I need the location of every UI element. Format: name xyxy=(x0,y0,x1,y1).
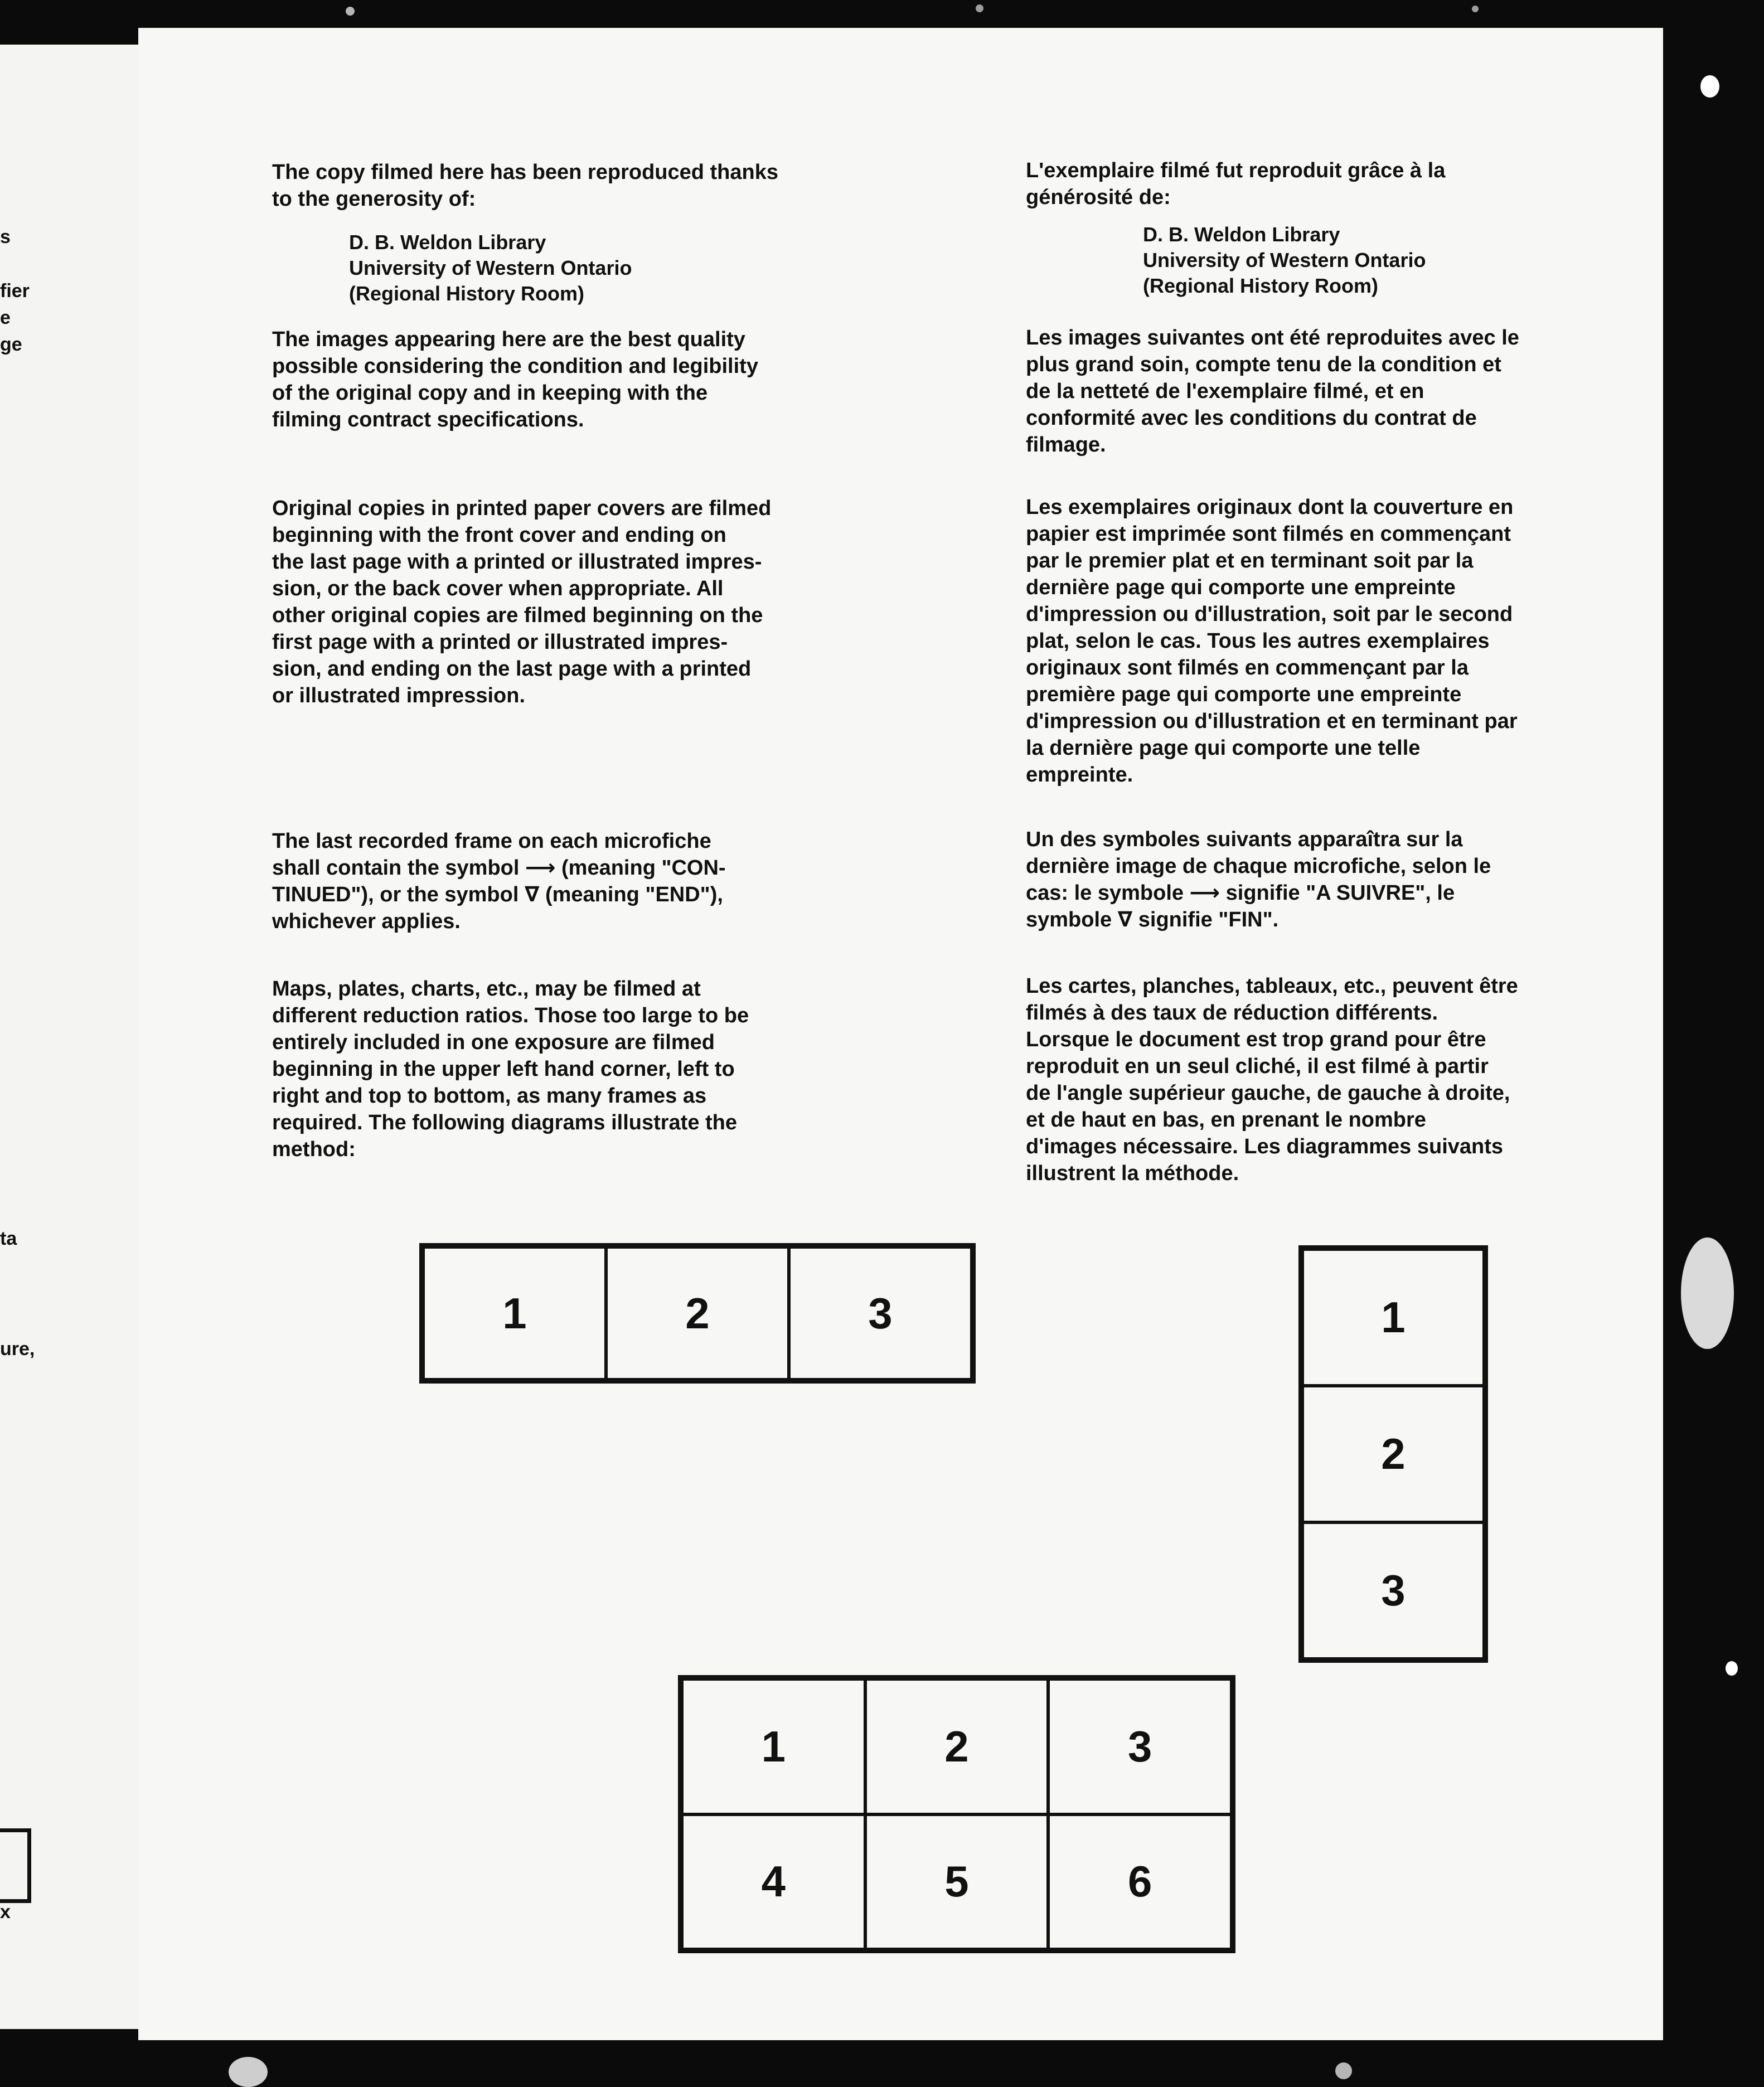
previous-page-edge xyxy=(0,45,139,2029)
diagram-grid-2x3 xyxy=(678,1675,1235,1953)
diagram-cell: 3 xyxy=(1302,1522,1484,1659)
en-intro: The copy filmed here has been reproduced thanks to the generosity of: xyxy=(272,161,779,211)
fr-covers: Les exemplaires originaux dont la couverture en papier est imprimée sont filmés en commençant par le premier plat et en terminant soit par la dernière page qui comporte une empreinte d'impression ou d'illustration, soit par le second plat, selon le cas. Tous les autres exemplaires originaux sont filmés en commençant par la première page qui comporte une empreinte d'impression ou d'illustration et en terminant par la dernière page qui comporte une telle empreinte. xyxy=(1026,496,1518,787)
en-quality-block xyxy=(272,326,913,433)
diagram-cell: 1 xyxy=(682,1679,865,1814)
fr-quality-block xyxy=(1026,324,1656,458)
film-speck xyxy=(976,4,983,12)
film-speck xyxy=(229,2057,268,2087)
prev-fragment: ure, xyxy=(0,1338,35,1360)
diagram-cell: 2 xyxy=(606,1247,789,1380)
diagram-cell: 1 xyxy=(423,1247,606,1380)
film-speck xyxy=(1472,6,1479,12)
en-maps-block xyxy=(272,975,913,1163)
fr-quality: Les images suivantes ont été reproduites avec le plus grand soin, compte tenu de la condition et de la netteté de l'exemplaire filmé, et en conformité avec les conditions du contrat de filmage. xyxy=(1026,326,1519,457)
film-speck xyxy=(346,7,355,16)
fr-symbol: Un des symboles suivants apparaîtra sur la dernière image de chaque microfiche, selon le cas: le symbole ⟶ signifie "A SUIVRE", le symbole ∇ signifie "FIN". xyxy=(1026,828,1491,931)
fr-maps: Les cartes, planches, tableaux, etc., peuvent être filmés à des taux de réduction différents. Lorsque le document est trop grand pour être reproduit en un seul cliché, il est filmé à partir de l'angle supérieur gauche, de gauche à droite, et de haut en bas, en prenant le nombre d'images nécessaire. Les diagrammes suivants illustrent la méthode. xyxy=(1026,974,1518,1185)
en-library: D. B. Weldon Library University of Western Ontario (Regional History Room) xyxy=(349,231,632,305)
en-covers-block xyxy=(272,495,913,709)
prev-frame-box xyxy=(0,1828,31,1903)
diagram-cell: 3 xyxy=(789,1247,972,1380)
fr-intro: L'exemplaire filmé fut reproduit grâce à la générosité de: xyxy=(1026,159,1446,209)
fr-symbol-block xyxy=(1026,826,1656,933)
fr-maps-block xyxy=(1026,973,1656,1187)
fr-library: D. B. Weldon Library University of Western Ontario (Regional History Room) xyxy=(1143,223,1426,297)
french-column xyxy=(1026,157,1656,211)
film-speck xyxy=(1700,75,1719,98)
diagram-cell: 2 xyxy=(865,1679,1049,1814)
en-symbol-block xyxy=(272,828,913,935)
en-covers: Original copies in printed paper covers are filmed beginning with the front cover and ending on the last page with a printed or illustrated impres- sion, or the back cover when appropriate. All other original copies are filmed beginning on the first page with a printed or illustrated impres- sion, and ending on the last page with a printed or illustrated impression. xyxy=(272,497,772,707)
diagram-column-3x1 xyxy=(1298,1245,1488,1663)
en-maps: Maps, plates, charts, etc., may be filmed at different reduction ratios. Those too large to be entirely included in one exposure are filmed beginning in the upper left hand corner, left to right and top to bottom, as many frames as required. The following diagrams illustrate the method: xyxy=(272,977,749,1161)
film-speck xyxy=(1726,1661,1738,1676)
film-speck xyxy=(1335,2062,1352,2079)
en-quality: The images appearing here are the best quality possible considering the condition and legibility of the original copy and in keeping with the filming contract specifications. xyxy=(272,328,758,431)
prev-fragment: x xyxy=(0,1901,11,1923)
film-speck xyxy=(1681,1237,1734,1349)
diagram-cell: 4 xyxy=(682,1814,865,1950)
prev-fragment: s xyxy=(0,226,11,247)
en-symbol: The last recorded frame on each microfiche shall contain the symbol ⟶ (meaning "CON- TINUED"), or the symbol ∇ (meaning "END"), whichever applies. xyxy=(272,829,726,933)
prev-fragment: e xyxy=(0,307,11,328)
english-column xyxy=(272,159,913,212)
diagram-cell: 5 xyxy=(865,1814,1049,1950)
prev-fragment: ge xyxy=(0,334,22,355)
diagram-cell: 3 xyxy=(1048,1679,1232,1814)
fr-covers-block xyxy=(1026,494,1656,788)
diagram-cell: 1 xyxy=(1302,1249,1484,1386)
prev-fragment: ta xyxy=(0,1228,17,1249)
diagram-cell: 6 xyxy=(1048,1814,1232,1950)
diagram-cell: 2 xyxy=(1302,1386,1484,1522)
diagram-row-1x3 xyxy=(419,1243,976,1384)
prev-fragment: fier xyxy=(0,280,30,302)
